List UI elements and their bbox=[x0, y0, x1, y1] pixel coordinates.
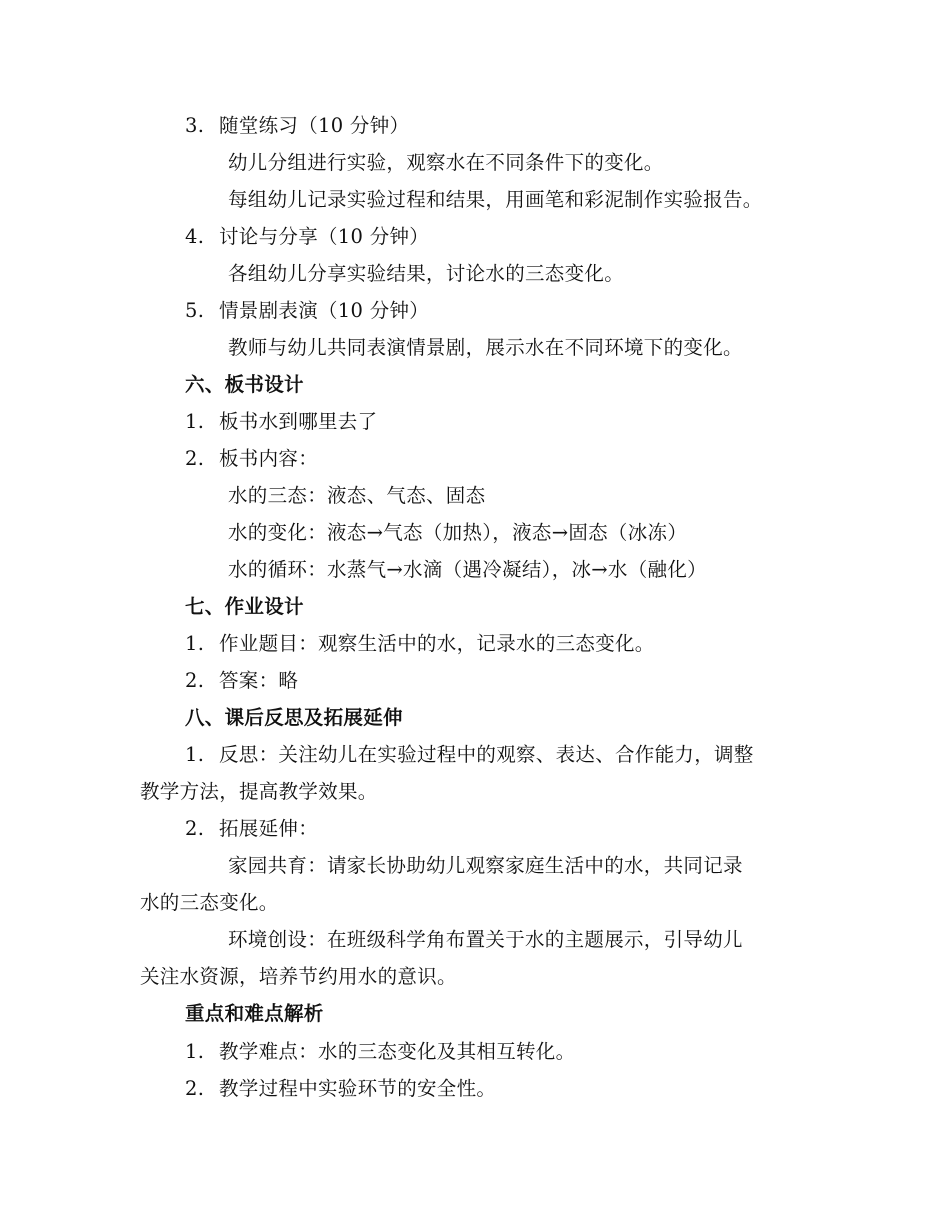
item-text: 板书水到哪里去了 bbox=[219, 410, 378, 433]
item-number: 2. bbox=[185, 669, 205, 692]
paragraph: 每组幼儿记录实验过程和结果，用画笔和彩泥制作实验报告。 bbox=[228, 188, 763, 211]
item-text: 讨论与分享（10 分钟） bbox=[219, 225, 430, 248]
list-item bbox=[185, 741, 754, 769]
item-text: 板书内容： bbox=[219, 447, 319, 470]
section-heading: 六、板书设计 bbox=[185, 373, 304, 396]
item-text: 作业题目：观察生活中的水，记录水的三态变化。 bbox=[219, 632, 655, 655]
list-item bbox=[185, 297, 429, 325]
list-item bbox=[185, 1075, 496, 1103]
item-number: 3. bbox=[185, 114, 205, 137]
item-text: 情景剧表演（10 分钟） bbox=[219, 299, 430, 322]
item-text: 教学难点：水的三态变化及其相互转化。 bbox=[219, 1040, 576, 1063]
item-text: 答案：略 bbox=[219, 669, 299, 692]
paragraph: 关注水资源，培养节约用水的意识。 bbox=[140, 965, 457, 988]
item-number: 4. bbox=[185, 225, 205, 248]
item-number: 2. bbox=[185, 817, 205, 840]
list-item bbox=[185, 445, 318, 473]
item-text: 反思：关注幼儿在实验过程中的观察、表达、合作能力，调整 bbox=[219, 743, 754, 766]
section-heading: 七、作业设计 bbox=[185, 595, 304, 618]
list-item bbox=[185, 630, 655, 658]
section-heading: 重点和难点解析 bbox=[185, 1002, 324, 1025]
paragraph: 家园共育：请家长协助幼儿观察家庭生活中的水，共同记录 bbox=[228, 854, 743, 877]
item-number: 1. bbox=[185, 410, 205, 433]
item-number: 1. bbox=[185, 743, 205, 766]
list-item bbox=[185, 112, 409, 140]
paragraph: 水的三态变化。 bbox=[140, 891, 279, 914]
item-number: 2. bbox=[185, 1077, 205, 1100]
section-heading: 八、课后反思及拓展延伸 bbox=[185, 706, 403, 729]
list-item bbox=[185, 223, 429, 251]
list-item bbox=[185, 815, 318, 843]
list-item bbox=[185, 667, 298, 695]
item-text: 拓展延伸： bbox=[219, 817, 319, 840]
paragraph: 环境创设：在班级科学角布置关于水的主题展示，引导幼儿 bbox=[228, 928, 743, 951]
list-item bbox=[185, 1038, 575, 1066]
list-item bbox=[185, 408, 377, 436]
item-number: 1. bbox=[185, 632, 205, 655]
item-number: 1. bbox=[185, 1040, 205, 1063]
item-number: 2. bbox=[185, 447, 205, 470]
paragraph: 水的变化：液态→气态（加热），液态→固态（冰冻） bbox=[228, 521, 688, 544]
paragraph: 教师与幼儿共同表演情景剧，展示水在不同环境下的变化。 bbox=[228, 336, 743, 359]
item-text: 随堂练习（10 分钟） bbox=[219, 114, 410, 137]
item-text: 教学过程中实验环节的安全性。 bbox=[219, 1077, 497, 1100]
paragraph: 幼儿分组进行实验，观察水在不同条件下的变化。 bbox=[228, 151, 664, 174]
paragraph: 水的循环：水蒸气→水滴（遇冷凝结），冰→水（融化） bbox=[228, 558, 707, 581]
paragraph: 各组幼儿分享实验结果，讨论水的三态变化。 bbox=[228, 262, 625, 285]
paragraph: 教学方法，提高教学效果。 bbox=[140, 780, 378, 803]
paragraph: 水的三态：液态、气态、固态 bbox=[228, 484, 486, 507]
item-number: 5. bbox=[185, 299, 205, 322]
